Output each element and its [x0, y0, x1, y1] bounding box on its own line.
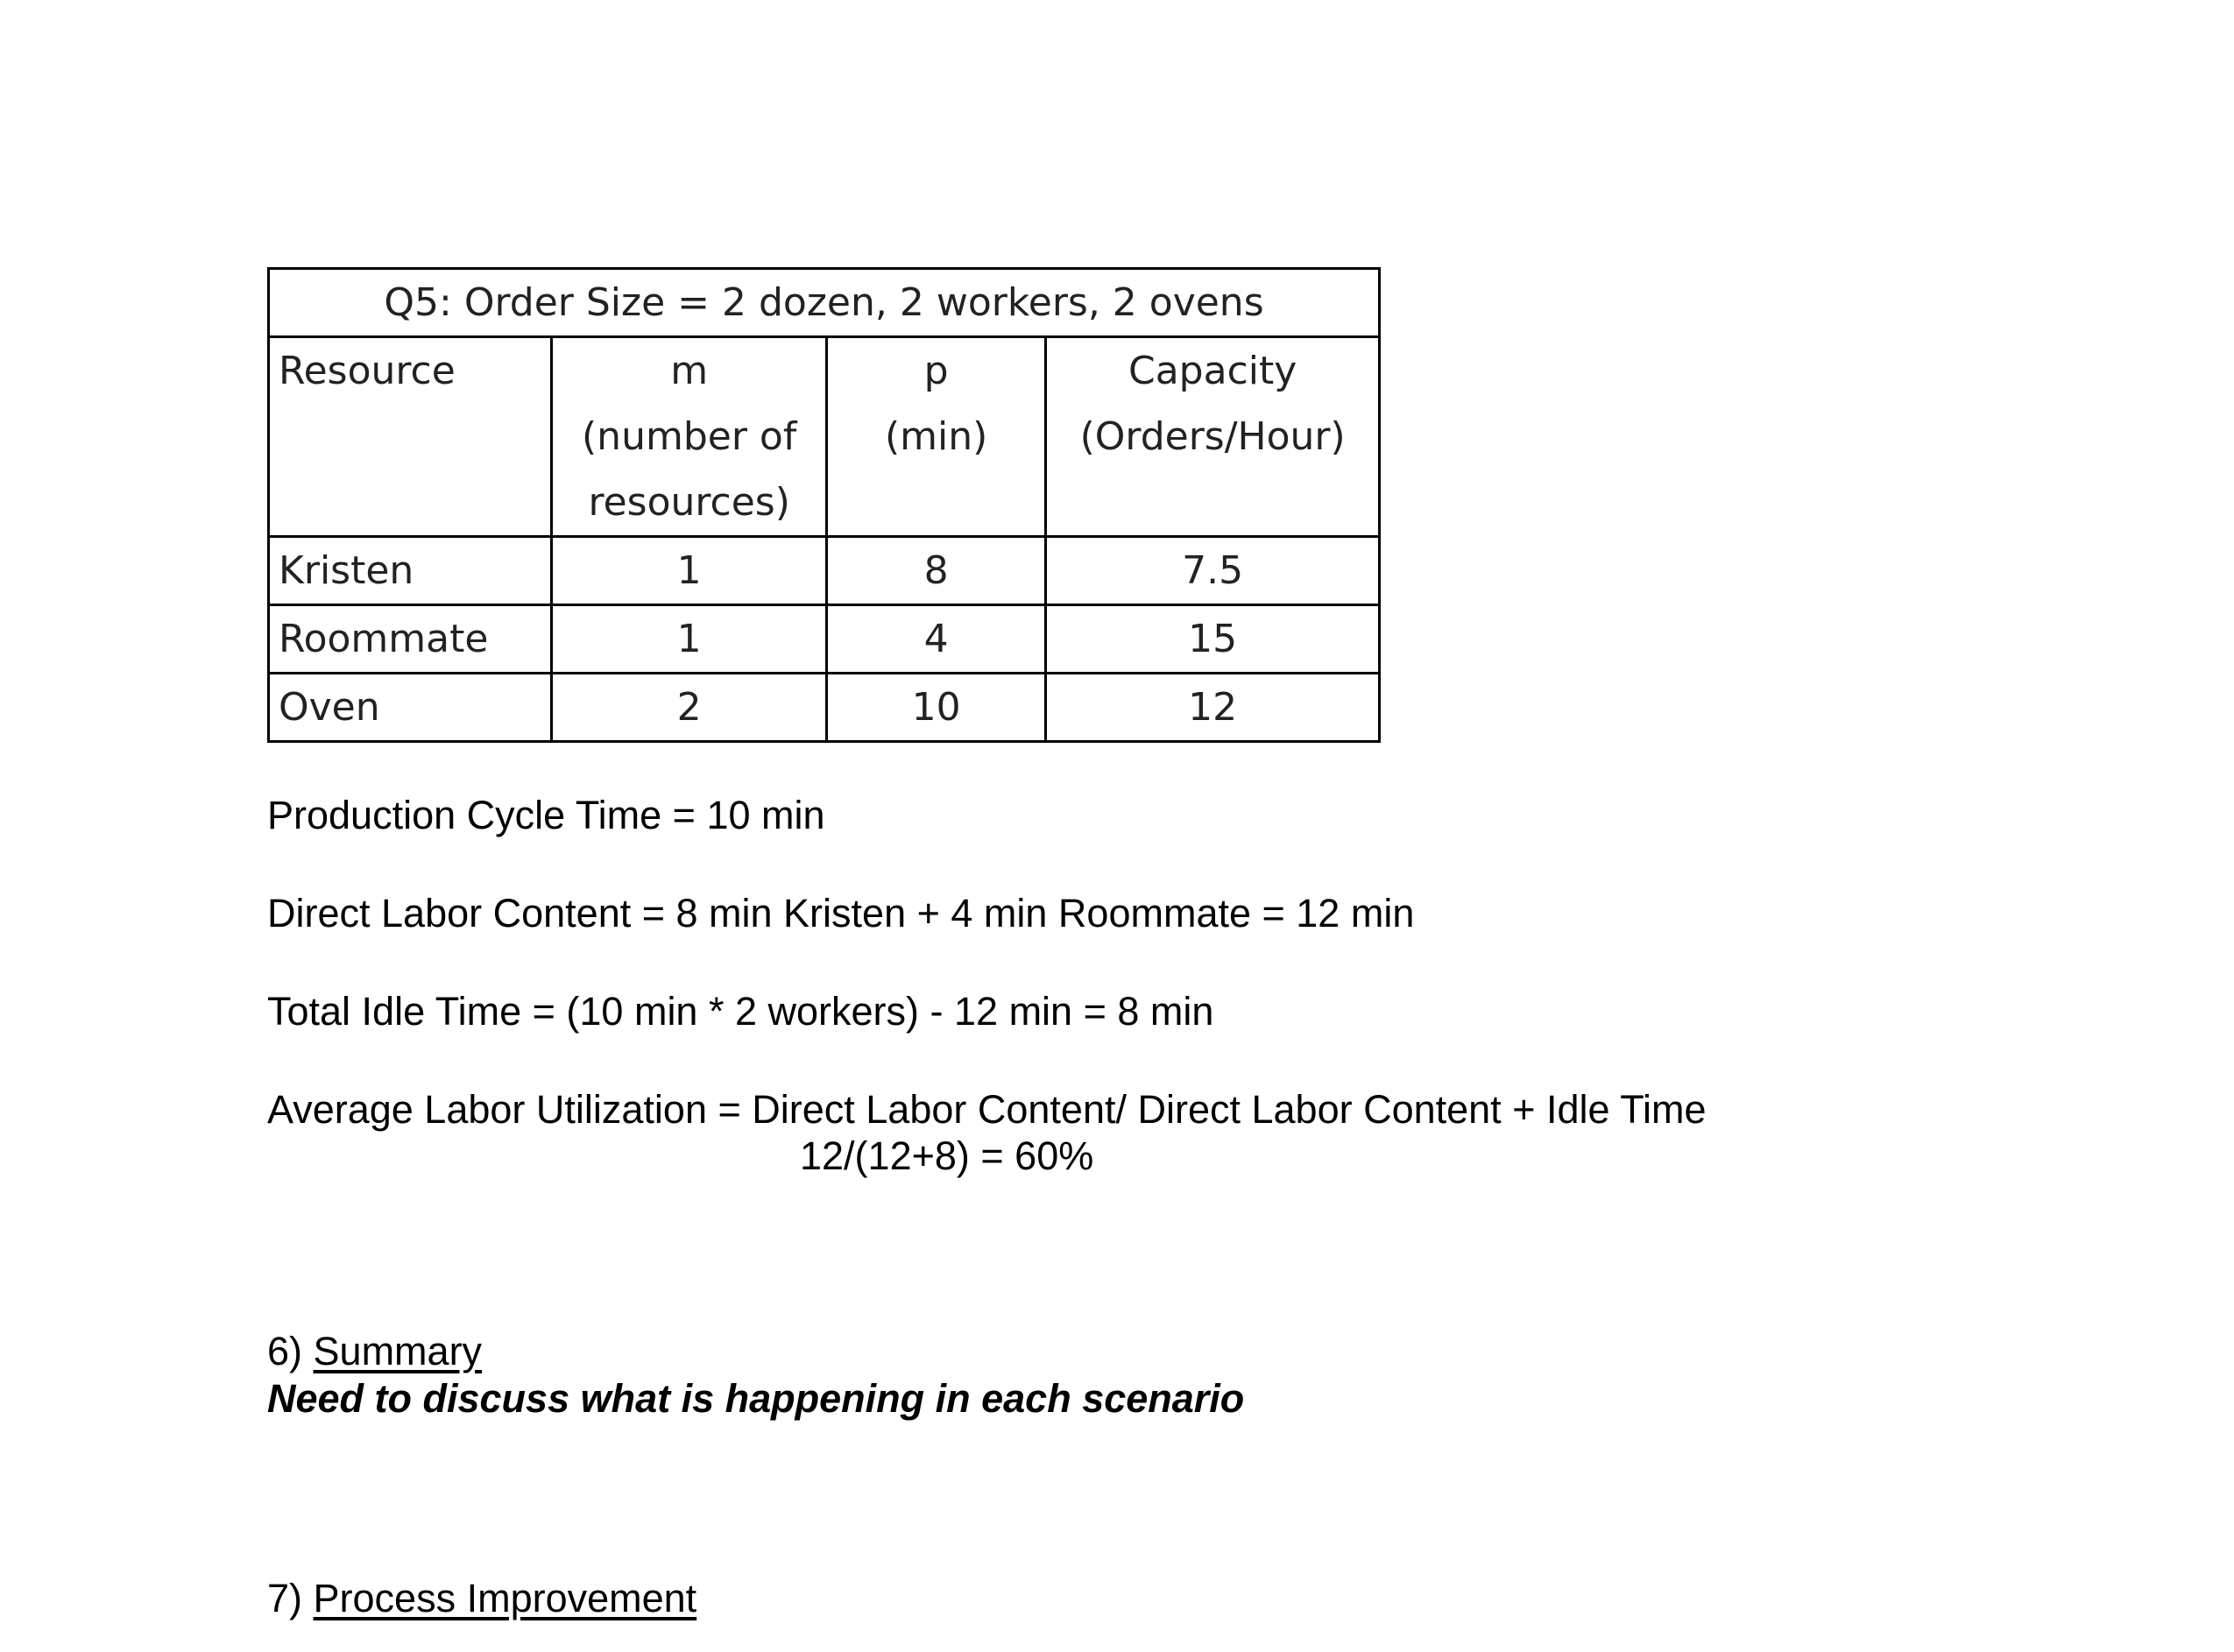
cell-resource: Kristen — [269, 537, 552, 605]
cell-capacity: 7.5 — [1046, 537, 1380, 605]
summary-heading — [267, 1329, 482, 1374]
cell-capacity: 12 — [1046, 674, 1380, 742]
cell-capacity: 15 — [1046, 605, 1380, 674]
cycle-time-text: Production Cycle Time = 10 min — [267, 793, 825, 837]
summary-title: Summary — [313, 1329, 483, 1373]
improvement-number: 7) — [267, 1576, 303, 1620]
table-row — [269, 605, 1380, 674]
cell-m: 1 — [552, 537, 826, 605]
summary-number: 6) — [267, 1329, 303, 1373]
table-row — [269, 674, 1380, 742]
table-header-row — [269, 337, 1380, 537]
header-p — [826, 337, 1045, 537]
resource-capacity-table — [267, 267, 1381, 743]
cell-p: 4 — [826, 605, 1045, 674]
header-capacity-line-1: Capacity — [1128, 349, 1297, 393]
header-m — [552, 337, 826, 537]
improvement-title: Process Improvement — [313, 1576, 697, 1620]
summary-note: Need to discuss what is happening in each scenario — [267, 1376, 1245, 1421]
table-title: Q5: Order Size = 2 dozen, 2 workers, 2 ovens — [269, 269, 1380, 337]
header-resource: Resource — [269, 337, 552, 537]
cell-resource: Roommate — [269, 605, 552, 674]
header-m-line-3: resources) — [588, 480, 790, 525]
cell-m: 2 — [552, 674, 826, 742]
cell-resource: Oven — [269, 674, 552, 742]
header-capacity-line-2: (Orders/Hour) — [1079, 414, 1346, 459]
utilization-value-text: 12/(12+8) = 60% — [800, 1133, 1094, 1178]
header-m-line-2: (number of — [582, 414, 797, 459]
cell-p: 10 — [826, 674, 1045, 742]
table-title-row — [269, 269, 1380, 337]
header-m-line-1: m — [670, 349, 709, 393]
header-p-line-2: (min) — [884, 414, 988, 459]
header-capacity — [1046, 337, 1380, 537]
labor-content-text: Direct Labor Content = 8 min Kristen + 4 min Roommate = 12 min — [267, 891, 1415, 935]
table-row — [269, 537, 1380, 605]
utilization-formula-text: Average Labor Utilization = Direct Labor Content/ Direct Labor Content + Idle Time — [267, 1087, 1707, 1132]
cell-p: 8 — [826, 537, 1045, 605]
cell-m: 1 — [552, 605, 826, 674]
improvement-heading — [267, 1576, 696, 1621]
header-p-line-1: p — [923, 349, 949, 393]
idle-time-text: Total Idle Time = (10 min * 2 workers) - 12 min = 8 min — [267, 989, 1214, 1034]
